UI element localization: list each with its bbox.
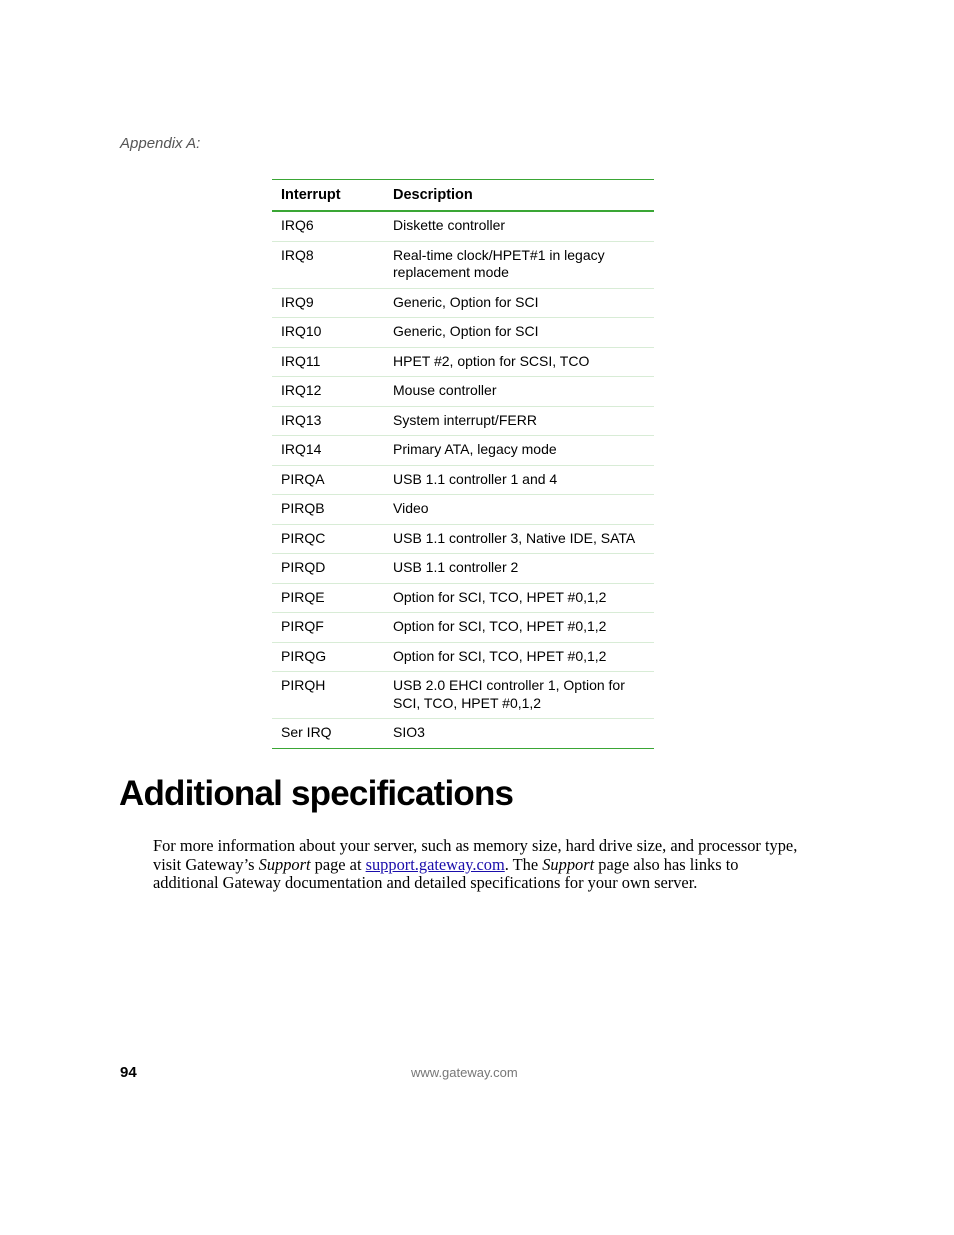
description-cell: System interrupt/FERR (384, 406, 654, 436)
table-body (272, 211, 654, 748)
interrupt-cell: PIRQG (272, 642, 384, 672)
description-cell: USB 1.1 controller 1 and 4 (384, 465, 654, 495)
table-row (272, 613, 654, 643)
interrupt-cell: PIRQA (272, 465, 384, 495)
interrupt-cell: IRQ11 (272, 347, 384, 377)
table-row (272, 719, 654, 749)
interrupt-cell: IRQ13 (272, 406, 384, 436)
table-row (272, 465, 654, 495)
interrupt-cell: PIRQB (272, 495, 384, 525)
table-row (272, 436, 654, 466)
table-row (272, 524, 654, 554)
interrupt-cell: IRQ10 (272, 318, 384, 348)
table-row (272, 554, 654, 584)
table-row (272, 672, 654, 719)
description-cell: Option for SCI, TCO, HPET #0,1,2 (384, 613, 654, 643)
interrupt-cell: IRQ6 (272, 211, 384, 241)
description-cell: Real-time clock/HPET#1 in legacy replacement mode (384, 241, 654, 288)
interrupt-cell: PIRQC (272, 524, 384, 554)
interrupt-cell: IRQ8 (272, 241, 384, 288)
interrupt-cell: IRQ9 (272, 288, 384, 318)
page-number: 94 (120, 1064, 137, 1081)
interrupt-cell: PIRQF (272, 613, 384, 643)
table-row (272, 241, 654, 288)
table-row (272, 347, 654, 377)
description-cell: USB 2.0 EHCI controller 1, Option for SCI, TCO, HPET #0,1,2 (384, 672, 654, 719)
body-paragraph (153, 837, 805, 893)
description-cell: SIO3 (384, 719, 654, 749)
description-cell: Mouse controller (384, 377, 654, 407)
table-row (272, 495, 654, 525)
section-heading: Additional specifications (119, 774, 514, 813)
support-link[interactable]: support.gateway.com (365, 854, 505, 874)
paragraph-text: . The (504, 854, 543, 874)
column-header-interrupt: Interrupt (272, 180, 384, 212)
paragraph-text: page at (310, 854, 366, 874)
table-row (272, 211, 654, 241)
description-cell: Primary ATA, legacy mode (384, 436, 654, 466)
interrupt-cell: IRQ12 (272, 377, 384, 407)
table-header-row (272, 180, 654, 212)
interrupt-cell: IRQ14 (272, 436, 384, 466)
column-header-description: Description (384, 180, 654, 212)
description-cell: Video (384, 495, 654, 525)
description-cell: USB 1.1 controller 2 (384, 554, 654, 584)
description-cell: Option for SCI, TCO, HPET #0,1,2 (384, 583, 654, 613)
table-row (272, 377, 654, 407)
interrupt-cell: PIRQE (272, 583, 384, 613)
footer-url: www.gateway.com (411, 1065, 518, 1080)
table-row (272, 642, 654, 672)
interrupt-cell: PIRQH (272, 672, 384, 719)
description-cell: Generic, Option for SCI (384, 288, 654, 318)
description-cell: HPET #2, option for SCSI, TCO (384, 347, 654, 377)
running-head: Appendix A: (120, 135, 201, 152)
support-italic: Support (258, 854, 311, 874)
table-row (272, 318, 654, 348)
table-row (272, 288, 654, 318)
paragraph-text: For more information about your server, such as memory size, hard drive size, and processor type, visit Gateway’s (153, 836, 798, 874)
paragraph-text: page also has links to additional Gateway documentation and detailed specifications for your own server. (153, 854, 739, 893)
table-row (272, 583, 654, 613)
description-cell: Option for SCI, TCO, HPET #0,1,2 (384, 642, 654, 672)
support-italic: Support (542, 854, 595, 874)
interrupt-cell: PIRQD (272, 554, 384, 584)
description-cell: Diskette controller (384, 211, 654, 241)
interrupt-cell: Ser IRQ (272, 719, 384, 749)
interrupt-table (272, 179, 654, 749)
table-row (272, 406, 654, 436)
description-cell: USB 1.1 controller 3, Native IDE, SATA (384, 524, 654, 554)
description-cell: Generic, Option for SCI (384, 318, 654, 348)
